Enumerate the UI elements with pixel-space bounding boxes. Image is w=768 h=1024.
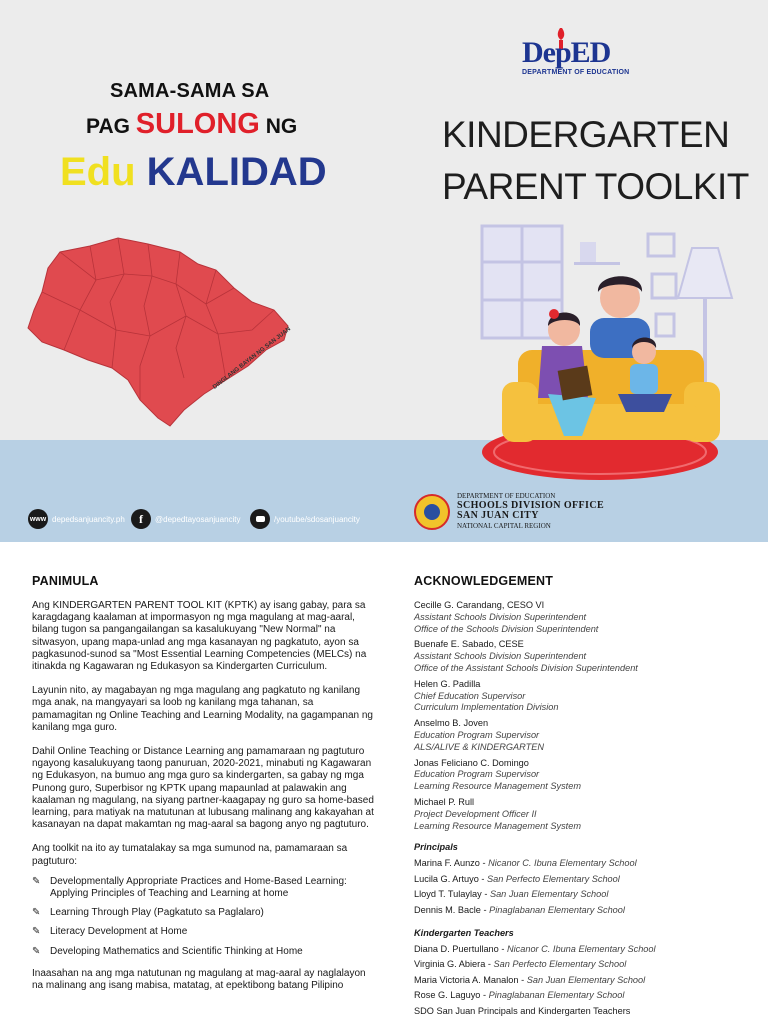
list-item: Lloyd T. Tulaylay - San Juan Elementary School xyxy=(414,889,609,900)
list-item: ✎ Developmentally Appropriate Practices and Home-Based Learning: Applying Principles of Teaching and Learning at home xyxy=(32,875,347,900)
facebook-icon: f xyxy=(131,509,151,529)
teachers-heading: Kindergarten Teachers xyxy=(414,927,514,938)
sdo-line-1: DEPARTMENT OF EDUCATION xyxy=(457,492,556,500)
panimula-paragraph-3: Dahil Online Teaching or Distance Learning ang pamamaraan ng pagtuturo ngayong kasalukuyang taong panuruan, 2020-2021, minabuti ng Kagawaran ng Edukasyon, na bumuo ang mga guro sa kindergarten, sa gabay ng mga Punong guro, Superbisor ng KPTK upang mapaunlad at palawakin ang kaalaman ng magulang, na siyang partner-kaagapay ng guro sa home-based learning, para matiyak na matutunan at lubusang malinang ang kakayahan at kasanayan na dapat makamtan ng mag-aaral sa bagong anyo ng pagtuturo. xyxy=(32,746,374,831)
toolkit-title-line-1: KINDERGARTEN xyxy=(442,114,730,155)
globe-icon: www xyxy=(28,509,48,529)
social-facebook[interactable] xyxy=(131,509,241,529)
topic-list xyxy=(32,876,374,958)
sdo-line-4: NATIONAL CAPITAL REGION xyxy=(457,522,551,530)
list-item: Anselmo B. Joven Education Program Supervisor ALS/ALIVE & KINDERGARTEN xyxy=(414,718,545,752)
slogan-edu: Edu xyxy=(60,150,136,194)
social-website-text: depedsanjuancity.ph xyxy=(52,514,125,524)
deped-wordmark: DepED xyxy=(522,36,611,69)
list-item: Diana D. Puertullano - Nicanor C. Ibuna Elementary School xyxy=(414,943,656,954)
acknowledgement-section xyxy=(414,600,744,1019)
family-reading-illustration xyxy=(478,222,740,482)
list-item: Rose G. Laguyo - Pinaglabanan Elementary School xyxy=(414,990,625,1001)
pen-icon: ✎ xyxy=(32,907,41,919)
slogan-kalidad: KALIDAD xyxy=(146,150,327,194)
list-item: Virginia G. Abiera - San Perfecto Elementary School xyxy=(414,959,627,970)
acknowledgement-heading: ACKNOWLEDGEMENT xyxy=(414,574,554,588)
san-juan-map xyxy=(20,230,310,430)
sdo-seal-icon xyxy=(414,494,450,530)
list-item: ✎ Literacy Development at Home xyxy=(32,926,188,938)
panimula-paragraph-5: Inaasahan na ang mga natutunan ng magulang at mag-aaral ay naglalayon na malinang ang isang mabisa, matatag, at epektibong batang Pilipino xyxy=(32,967,366,992)
panimula-paragraph-2: Layunin nito, ay magabayan ng mga magulang ang pagkatuto ng kanilang mga anak, na mangyayari sa loob ng kanilang mga tahanan, sa pamamagitan ng Online Teaching and Learning Modality, na gagampanan ng kanilang mga guro. xyxy=(32,685,373,733)
slogan-line-3 xyxy=(60,150,327,195)
youtube-icon xyxy=(250,509,270,529)
pen-icon: ✎ xyxy=(32,875,41,887)
slogan-line-2 xyxy=(86,108,297,141)
acknowledgement-footer: SDO San Juan Principals and Kindergarten Teachers xyxy=(414,1005,631,1016)
slogan-ng: NG xyxy=(265,115,298,138)
panimula-heading: PANIMULA xyxy=(32,574,99,588)
panimula-paragraph-4: Ang toolkit na ito ay tumatalakay sa mga sumunod na, pamamaraan sa pagtuturo: xyxy=(32,843,348,867)
social-website[interactable] xyxy=(28,509,125,529)
list-item: ✎ Developing Mathematics and Scientific Thinking at Home xyxy=(32,945,303,957)
slogan-sulong: SULONG xyxy=(135,108,260,140)
toolkit-title-line-2: PARENT TOOLKIT xyxy=(442,166,749,207)
list-item: Cecille G. Carandang, CESO VI Assistant Schools Division Superintendent Office of the Schools Division Superintendent xyxy=(414,600,599,634)
list-item: Marina F. Aunzo - Nicanor C. Ibuna Elementary School xyxy=(414,858,637,869)
sdo-line-2: SCHOOLS DIVISION OFFICE xyxy=(457,500,605,511)
panimula-paragraph-1: Ang KINDERGARTEN PARENT TOOL KIT (KPTK) ay isang gabay, para sa karagdagang kaalaman at impormasyon ng mga magulang at mag-aaral, bilang tugon sa pangangailangan sa kasalukuyang "New Normal" na sitwasyon, upang mapa-unlad ang mga kasanayan ng pagkatuto, ayon sa pagkasunod-sunod sa "Most Essential Learning Competencies (MELCs) na itinakda ng Kagawaran ng Edukasyon sa Kindergarten Curriculum. xyxy=(32,600,367,673)
list-item: Jonas Feliciano C. Domingo Education Program Supervisor Learning Resource Management System xyxy=(414,757,581,792)
social-facebook-text: @depedtayosanjuancity xyxy=(155,514,241,524)
slogan-pag: PAG xyxy=(86,115,130,138)
sdo-line-3: SAN JUAN CITY xyxy=(457,510,539,521)
deped-subtitle: DEPARTMENT OF EDUCATION xyxy=(522,69,630,76)
list-item: Buenafe E. Sabado, CESE Assistant Schools Division Superintendent Office of the Assistant Schools Division Superintendent xyxy=(414,639,638,673)
list-item: Maria Victoria A. Manalon - San Juan Elementary School xyxy=(414,974,646,985)
slogan-line-1: SAMA-SAMA SA xyxy=(110,80,270,102)
panimula-section xyxy=(32,600,374,1004)
principals-heading: Principals xyxy=(414,842,458,853)
list-item: Dennis M. Bacle - Pinaglabanan Elementary School xyxy=(414,904,625,915)
map-label: DINGLANG BAYAN NG SAN JUAN xyxy=(212,326,293,391)
social-youtube[interactable] xyxy=(250,509,360,529)
pen-icon: ✎ xyxy=(32,926,41,938)
list-item: Lucila G. Artuyo - San Perfecto Elementary School xyxy=(414,873,620,884)
list-item: Helen G. Padilla Chief Education Supervisor Curriculum Implementation Division xyxy=(414,678,559,713)
social-youtube-text: /youtube/sdosanjuancity xyxy=(274,514,360,524)
list-item: ✎ Learning Through Play (Pagkatuto sa Paglalaro) xyxy=(32,907,264,919)
pen-icon: ✎ xyxy=(32,945,41,957)
list-item: Michael P. Rull Project Development Officer II Learning Resource Management System xyxy=(414,796,581,831)
